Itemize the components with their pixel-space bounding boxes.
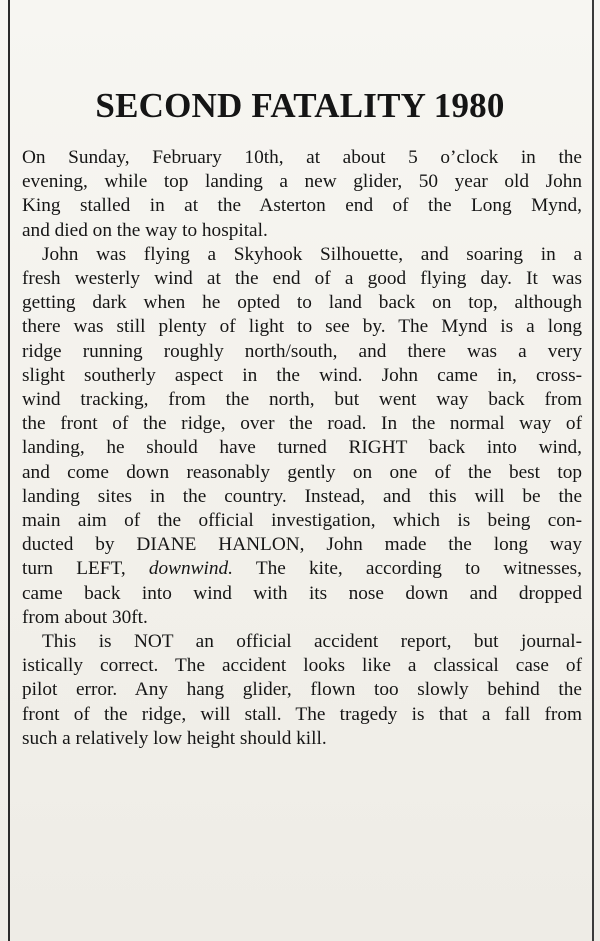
paragraph-2 <box>22 243 582 630</box>
text-line: slight southerly aspect in the wind. John came in, cross- <box>22 364 582 386</box>
page-border-right <box>592 0 594 941</box>
text-line: istically correct. The accident looks like a classical case of <box>22 655 582 677</box>
text-line: King stalled in at the Asterton end of the Long Mynd, <box>22 195 582 217</box>
article-headline: SECOND FATALITY 1980 <box>95 86 505 125</box>
text-line: landing, he should have turned RIGHT back into wind, <box>22 437 582 459</box>
text-line: from about 30ft. <box>22 606 148 628</box>
text-line: evening, while top landing a new glider, 50 year old John <box>22 171 582 193</box>
text-line: came back into wind with its nose down and dropped <box>22 582 582 604</box>
text-line: front of the ridge, will stall. The tragedy is that a fall from <box>22 703 582 725</box>
text-segment: The kite, according to witnesses, <box>232 558 582 580</box>
text-line: such a relatively low height should kill. <box>22 727 327 749</box>
emphasis-text: downwind. <box>148 558 233 580</box>
text-line: ducted by DIANE HANLON, John made the long way <box>22 534 582 556</box>
text-line: wind tracking, from the north, but went way back from <box>22 389 582 411</box>
text-line: pilot error. Any hang glider, flown too slowly behind the <box>22 679 582 701</box>
text-line: and come down reasonably gently on one of the best top <box>22 461 582 483</box>
text-line: On Sunday, February 10th, at about 5 o’clock in the <box>22 147 582 168</box>
paragraph-1 <box>22 146 582 243</box>
page-border-left <box>8 0 10 941</box>
text-line: there was still plenty of light to see by. The Mynd is a long <box>22 316 582 338</box>
text-line: ridge running roughly north/south, and there was a very <box>22 340 582 362</box>
text-line: landing sites in the country. Instead, and this will be the <box>22 485 582 507</box>
text-line: and died on the way to hospital. <box>22 219 268 241</box>
text-line: the front of the ridge, over the road. In the normal way of <box>22 413 582 435</box>
text-segment: turn LEFT, <box>22 558 149 580</box>
text-line: John was flying a Skyhook Silhouette, and soaring in a <box>42 243 582 265</box>
article-body <box>22 146 582 751</box>
text-line: fresh westerly wind at the end of a good flying day. It was <box>22 268 582 290</box>
paragraph-3 <box>22 630 582 751</box>
text-line: getting dark when he opted to land back on top, although <box>22 292 582 314</box>
text-line: This is NOT an official accident report, but journal- <box>42 631 582 653</box>
text-line: main aim of the official investigation, which is being con- <box>22 510 582 532</box>
text-line-with-emphasis <box>22 557 582 581</box>
